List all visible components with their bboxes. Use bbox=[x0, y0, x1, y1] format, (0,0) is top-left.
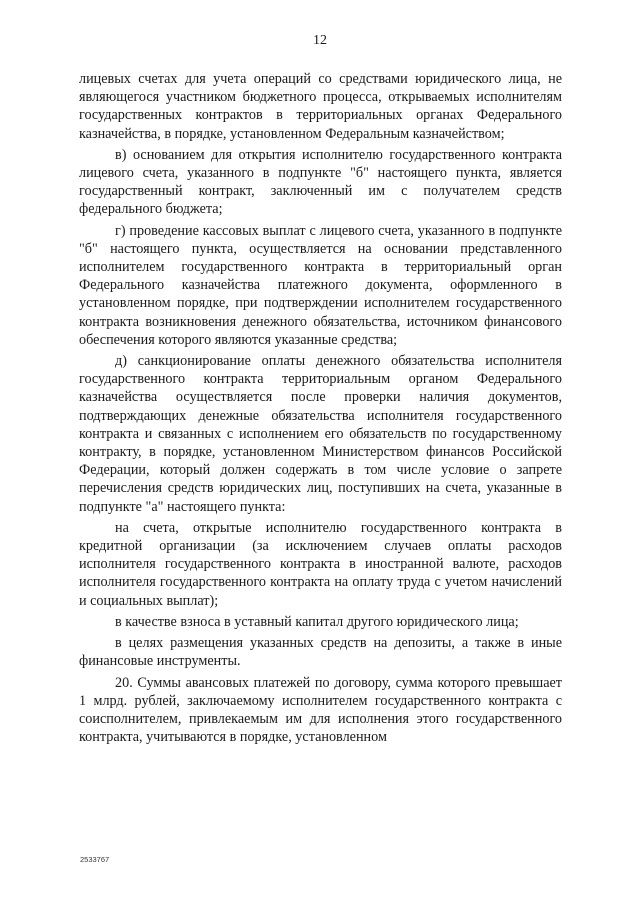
page-number: 12 bbox=[313, 33, 327, 48]
paragraph-2: в) основанием для открытия исполнителю государственного контракта лицевого счета, указанного в подпункте "б" настоящего пункта, является государственный контракт, заключенный им с получателем средств федерального бюджета; bbox=[79, 146, 562, 218]
paragraph-3: г) проведение кассовых выплат с лицевого счета, указанного в подпункте "б" настоящего пункта, осуществляется на основании представленного исполнителем государственного контракта в территориальный орган Федерального казначейства платежного документа, оформленного в установленном порядке, при подтверждении исполнителем государственного контракта возникновения денежного обязательства, источником финансового обеспечения которого являются указанные средства; bbox=[79, 222, 562, 348]
footer-document-code: 2533767 bbox=[80, 855, 110, 864]
paragraph-6: в качестве взноса в уставный капитал другого юридического лица; bbox=[115, 613, 519, 630]
paragraph-8: 20. Суммы авансовых платежей по договору, сумма которого превышает 1 млрд. рублей, заключаемому исполнителем государственного контракта с соисполнителем, привлекаемым им для исполнения этого государственного контракта, учитываются в порядке, установленном bbox=[79, 674, 562, 746]
document-body bbox=[79, 70, 562, 746]
paragraph-5: на счета, открытые исполнителю государственного контракта в кредитной организации (за исключением случаев оплаты расходов исполнителя государственного контракта в иностранной валюте, расходов исполнителя государственного контракта на оплату труда с учетом начислений и социальных выплат); bbox=[79, 519, 562, 609]
paragraph-1: лицевых счетах для учета операций со средствами юридического лица, не являющегося участником бюджетного процесса, открываемых исполнителям государственных контрактов в территориальных органах Федерального казначейства, в порядке, установленном Федеральным казначейством; bbox=[79, 71, 562, 142]
paragraph-4: д) санкционирование оплаты денежного обязательства исполнителя государственного контракта территориальным органом Федерального казначейства осуществляется после проверки наличия документов, подтверждающих денежные обязательства исполнителя государственного контракта и связанных с исполнением его обязательств по государственному контракту, в порядке, установленном Министерством финансов Российской Федерации, который должен содержать в том числе условие о запрете перечисления средств юридических лиц, поступивших на счета, указанные в подпункте "а" настоящего пункта: bbox=[79, 353, 562, 515]
paragraph-7: в целях размещения указанных средств на депозиты, а также в иные финансовые инструменты. bbox=[79, 635, 562, 670]
